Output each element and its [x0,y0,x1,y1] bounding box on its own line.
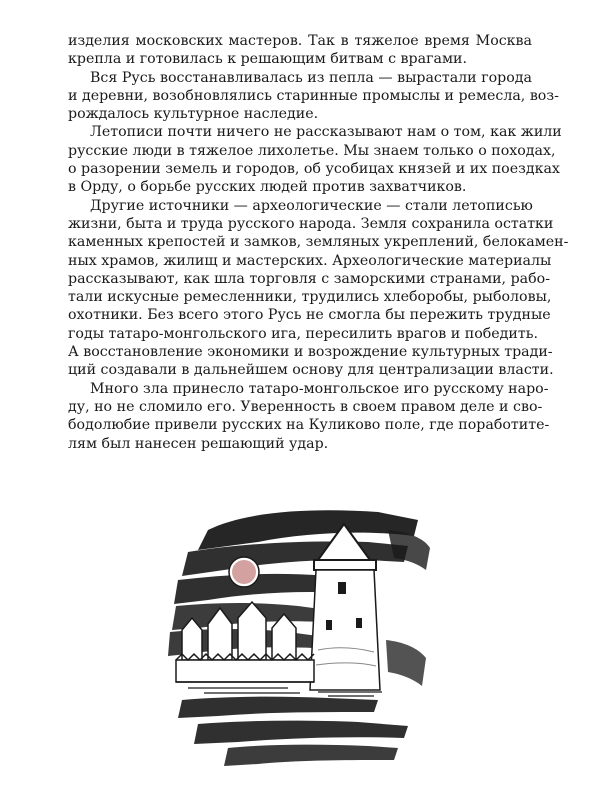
text-line: рождалось культурное наследие. [68,106,319,123]
fortress-illustration [168,490,432,772]
paragraph-start-line: Летописи почти ничего не рассказывают нам о том, как жили [90,124,562,141]
moon [229,557,259,587]
text-line: крепла и готовилась к решающим битвам с врагами. [68,51,467,68]
text-line: изделия московских мастеров. Так в тяжелое время Москва [68,33,532,49]
text-line: и деревни, возобновлялись старинные промыслы и ремесла, воз- [68,87,559,104]
text-line: жизни, быта и труда русского народа. Земля сохранила остатки [68,215,554,232]
paragraph-start-line: Другие источники — археологические — стали летописью [90,197,533,214]
text-line: бодолюбие привели русских на Куликово поле, где поработите- [68,417,550,434]
text-line: годы татаро-монгольского ига, пересилить врагов и победить. [68,325,538,342]
paragraph-start-line: Вся Русь восстанавливалась из пепла — вырастали города [90,69,532,86]
text-line: ций создавали в дальнейшем основу для централизации власти. [68,362,554,379]
text-line: рассказывают, как шла торговля с заморскими странами, рабо- [68,270,550,287]
text-line: в Орду, о борьбе русских людей против захватчиков. [68,179,467,196]
text-line: русские люди в тяжелое лихолетье. Мы знаем только о походах, [68,142,556,159]
text-line: охотники. Без всего этого Русь не смогла бы пережить трудные [68,307,551,324]
text-line: ных храмов, жилищ и мастерских. Археологические материалы [68,252,552,269]
text-line: о разорении земель и городов, об усобицах князей и их поездках [68,161,560,178]
ink-drawing [168,490,432,772]
paragraph-start-line: Много зла принесло татаро-монгольское иго русскому наро- [90,380,549,397]
text-line: каменных крепостей и замков, земляных укреплений, белокамен- [68,234,569,251]
text-line: лям был нанесен решающий удар. [68,435,329,452]
text-line: А восстановление экономики и возрождение культурных тради- [68,344,553,361]
body-text [68,32,569,453]
text-line: ду, но не сломило его. Уверенность в своем правом деле и сво- [68,398,543,415]
text-line: тали искусные ремесленники, трудились хлеборобы, рыболовы, [68,289,552,306]
